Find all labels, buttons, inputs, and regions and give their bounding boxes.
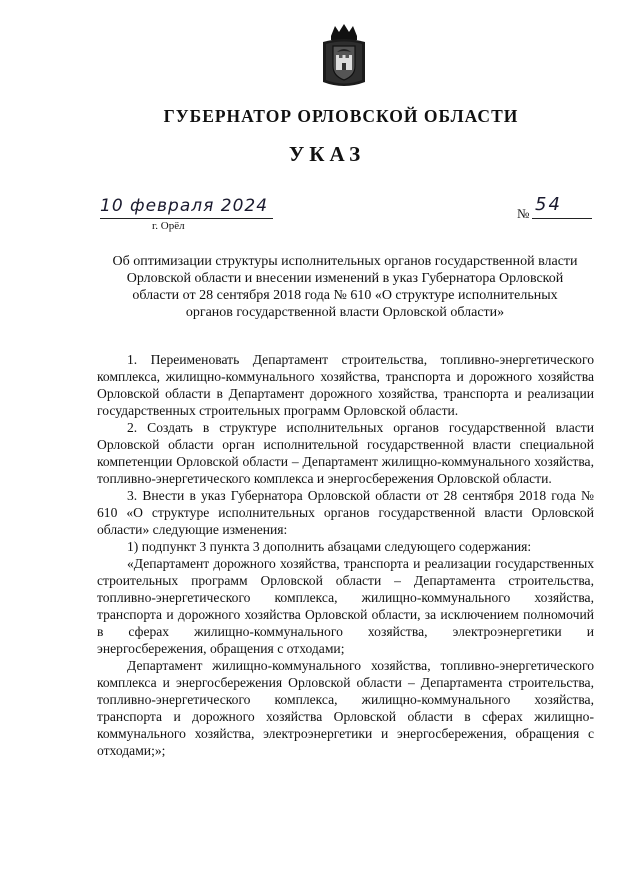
paragraph: 1. Переименовать Департамент строительства, топливно-энергетического комплекса, жилищно-коммунального хозяйства, транспорта и дорожного хозяйства Орловской области в Департамент дорожного хозяйства, транспорта и реализации государственных строительных программ Орловской области. bbox=[97, 352, 594, 418]
number-underline bbox=[532, 218, 592, 219]
paragraph: 2. Создать в структуре исполнительных органов государственной власти Орловской области орган исполнительной государственной власти специальной компетенции Орловской области – Департамент жилищно-коммунального хозяйства, топливно-энергетического комплекса и энергосбережения Орловской области. bbox=[97, 420, 594, 486]
document-number-label: № bbox=[517, 206, 530, 221]
paragraph: 1) подпункт 3 пункта 3 дополнить абзацами следующего содержания: bbox=[127, 539, 532, 554]
oryol-oblast-coat-of-arms-icon bbox=[319, 22, 369, 90]
paragraph: «Департамент дорожного хозяйства, транспорта и реализации государственных строительных программ Орловской области – Департамента строительства, топливно-энергетического комплекса, жилищно-коммунального хозяйства, транспорта и дорожного хозяйства Орловской области, за исключением полномочий в сферах жилищно-коммунального хозяйства, электроэнергетики и энергосбережения, обращения с отходами; bbox=[97, 556, 594, 656]
document-body bbox=[97, 351, 594, 759]
issuing-authority: ГУБЕРНАТОР ОРЛОВСКОЙ ОБЛАСТИ bbox=[163, 106, 519, 126]
date-underline bbox=[100, 218, 273, 219]
paragraph: 3. Внести в указ Губернатора Орловской области от 28 сентября 2018 года № 610 «О структуре исполнительных органов государственной власти Орловской области» следующие изменения: bbox=[97, 488, 594, 537]
city: г. Орёл bbox=[152, 220, 185, 232]
signing-date: 10 февраля 2024 bbox=[100, 196, 269, 216]
document-title: Об оптимизации структуры исполнительных органов государственной власти Орловской области и внесении изменений в указ Губернатора Орловской области от 28 сентября 2018 года № 610 «О структуре исполнительных органов государственной власти Орловской области» bbox=[112, 254, 578, 320]
paragraph: Департамент жилищно-коммунального хозяйства, топливно-энергетического комплекса и энергосбережения Орловской области – Департамента строительства, топливно-энергетического комплекса, жилищно-коммунального хозяйства, транспорта и дорожного хозяйства Орловской области в сферах жилищно-коммунального хозяйства, электроэнергетики и энергосбережения, обращения с отходами;»; bbox=[97, 658, 594, 758]
document-type: УКАЗ bbox=[288, 142, 366, 166]
document-number: 54 bbox=[535, 194, 562, 215]
